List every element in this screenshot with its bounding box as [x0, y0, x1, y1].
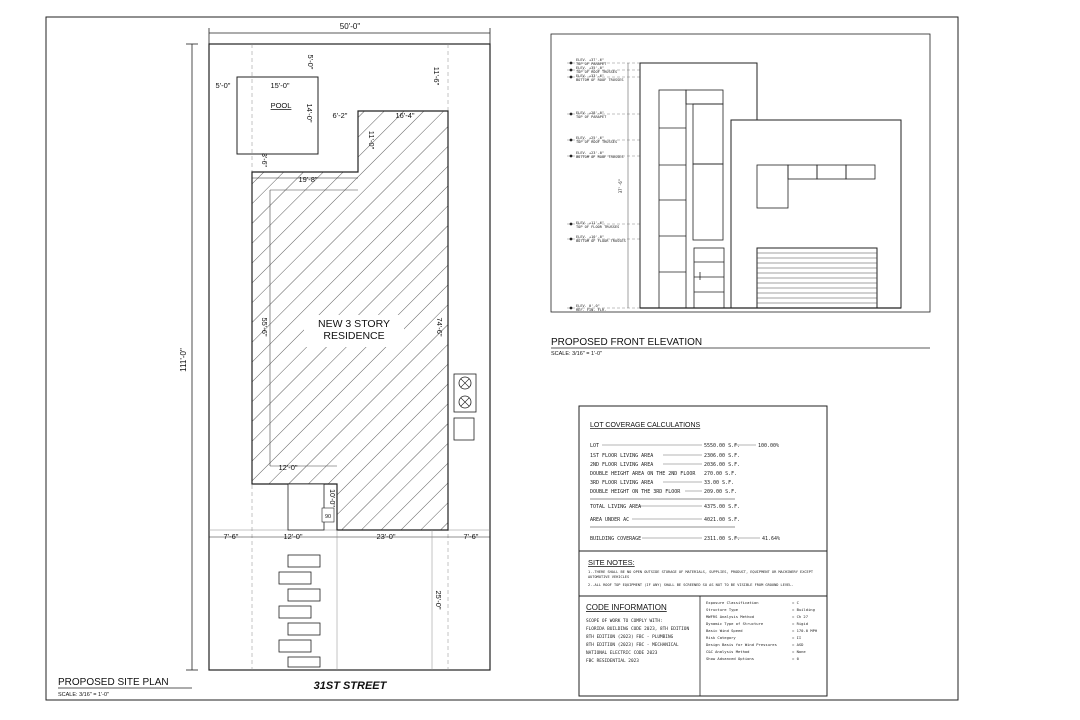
- lc-value: 209.00 S.F.: [704, 489, 738, 495]
- lc-value: 4021.00 S.F.: [704, 517, 741, 523]
- site-note-1b: AUTOMOTIVE VEHICLES: [588, 575, 630, 579]
- lc-label: DOUBLE HEIGHT AREA ON THE 2ND FLOOR: [590, 471, 696, 477]
- front-elevation: [551, 34, 930, 357]
- code-line: SCOPE OF WORK TO COMPLY WITH:: [586, 619, 663, 624]
- level-elev: ELEV. +25'-6": [576, 136, 605, 140]
- code-info-title: CODE INFORMATION: [586, 603, 667, 612]
- dim-bldg-depth-left: 55'-6": [260, 317, 269, 337]
- dim-notch-width: 6'-2": [332, 111, 348, 120]
- param-key: Risk Category: [706, 635, 736, 640]
- lc-value: 2306.00 S.F.: [704, 453, 741, 459]
- param-value: = 0: [792, 656, 799, 661]
- level-note: BOTTOM OF ROOF TRUSSES: [576, 155, 624, 159]
- param-key: C&C Analysis Method: [706, 649, 750, 654]
- lc-label: AREA UNDER AC: [590, 517, 630, 523]
- dim-side-left: 7'-6": [223, 532, 239, 541]
- level-note: TOP OF ROOF TRUSSES: [576, 140, 618, 144]
- level-note: TOP OF PARAPET: [576, 62, 607, 66]
- level-note: TOP OF PARAPET: [576, 115, 607, 119]
- param-value: = Rigid: [792, 621, 809, 626]
- pool-label: POOL: [270, 101, 292, 110]
- param-value: = Building: [792, 607, 815, 612]
- param-value: = II: [792, 635, 802, 640]
- lc-label: BUILDING COVERAGE: [590, 536, 642, 542]
- lc-pct: 100.00%: [758, 443, 780, 449]
- lot-coverage-box: [579, 406, 827, 551]
- lc-pct: 41.64%: [762, 536, 781, 542]
- code-line: FBC RESIDENTIAL 2023: [586, 659, 639, 664]
- dim-pool-depth: 14'-0": [305, 103, 314, 123]
- lc-value: 2036.00 S.F.: [704, 462, 741, 468]
- param-key: Show Advanced Options: [706, 656, 755, 661]
- building-label-line1: NEW 3 STORY: [318, 318, 390, 330]
- param-value: = 170.0 MPH: [792, 628, 818, 633]
- elevation-scale: SCALE: 3/16" = 1'-0": [551, 351, 602, 357]
- building-label-line2: RESIDENCE: [323, 330, 385, 342]
- dim-front-setback: 25'-0": [434, 590, 443, 610]
- door-tag: 90: [324, 514, 332, 520]
- lc-label: LOT: [590, 443, 600, 449]
- dim-front-notch-depth: 10'-0": [328, 489, 335, 507]
- lc-label: 2ND FLOOR LIVING AREA: [590, 462, 654, 468]
- level-note: TOP OF FLOOR TRUSSES: [576, 225, 620, 229]
- lc-label: 1ST FLOOR LIVING AREA: [590, 453, 654, 459]
- dim-bldg-depth-right: 74'-6": [435, 317, 444, 337]
- walkway-pavers: [279, 555, 320, 667]
- dim-front-notch-width: 12'-0": [278, 463, 298, 472]
- code-info-box: [579, 596, 827, 696]
- ac-units: [454, 374, 476, 412]
- param-key: Structure Type: [706, 607, 739, 612]
- site-plan: [58, 22, 490, 698]
- elevation-garage-door: [757, 248, 877, 308]
- code-line: FLORIDA BUILDING CODE 2023, 8TH EDITION: [586, 627, 690, 632]
- param-key: Dynamic Type of Structure: [706, 621, 764, 626]
- param-key: Design Basis for Wind Pressures: [706, 642, 777, 647]
- dim-mid-width: 19'-8": [298, 175, 318, 184]
- site-notes-box: [579, 551, 827, 596]
- lot-coverage-title: LOT COVERAGE CALCULATIONS: [590, 422, 701, 429]
- param-key: Exposure Classification: [706, 600, 759, 605]
- site-note-2: 2.-ALL ROOF TOP EQUIPMENT (IF ANY) SHALL BE SCREENED SO AS NOT TO BE VISIBLE FROM GROUND LEVEL.: [588, 583, 794, 587]
- level-elev: ELEV. +11'-6": [576, 221, 605, 225]
- street-name: 31ST STREET: [313, 680, 387, 692]
- dim-rear-setback: 11'-6": [432, 66, 441, 86]
- level-elev: ELEV. 0'-0": [576, 304, 600, 308]
- level-elev: ELEV. +37'-6": [576, 58, 605, 62]
- level-elev: ELEV. +33'-6": [576, 74, 605, 78]
- elevation-height-dim: 37'-6": [618, 178, 623, 194]
- site-note-1: 1.-THERE SHALL BE NO OPEN OUTSIDE STORAGE OF MATERIALS, SUPPLIES, PRODUCT, EQUIPMENT OR MACHINERY EXCEPT: [588, 570, 814, 574]
- dim-pool-side: 5'-0": [215, 81, 231, 90]
- dim-mid-offset: 3'-6": [260, 153, 267, 167]
- site-plan-title: PROPOSED SITE PLAN: [58, 677, 169, 688]
- site-plan-scale: SCALE: 3/16" = 1'-0": [58, 692, 109, 698]
- dim-front-right: 23'-0": [376, 532, 396, 541]
- level-note: TOP OF ROOF TRUSSES: [576, 70, 618, 74]
- level-elev: ELEV. +35'-0": [576, 66, 605, 70]
- dim-lot-depth: 111'-0": [179, 348, 188, 372]
- lc-label: 3RD FLOOR LIVING AREA: [590, 480, 654, 486]
- lc-value: 5550.00 S.F.: [704, 443, 741, 449]
- lc-value: 33.00 S.F.: [704, 480, 735, 486]
- elevation-title: PROPOSED FRONT ELEVATION: [551, 337, 703, 348]
- dim-rear-width: 16'-4": [395, 111, 415, 120]
- site-notes-title: SITE NOTES:: [588, 558, 635, 567]
- code-line: NATIONAL ELECTRIC CODE 2023: [586, 651, 658, 656]
- level-elev: ELEV. +10'-0": [576, 235, 605, 239]
- level-note: BOTTOM OF ROOF TRUSSES: [576, 78, 624, 82]
- level-elev: ELEV. +28'-0": [576, 111, 605, 115]
- lc-value: 270.00 S.F.: [704, 471, 738, 477]
- dim-lot-width: 50'-0": [339, 22, 361, 31]
- code-line: 8TH EDITION (2023) FBC - MECHANICAL: [586, 643, 679, 648]
- param-value: = None: [792, 649, 806, 654]
- lc-label: TOTAL LIVING AREA: [590, 504, 642, 510]
- dim-notch-depth: 11'-0": [367, 130, 376, 150]
- param-value: = Ch 27: [792, 614, 809, 619]
- level-note: BOTTOM OF FLOOR TRUSSES: [576, 239, 626, 243]
- param-value: = ASD: [792, 642, 804, 647]
- level-elev: ELEV. +23'-0": [576, 151, 605, 155]
- lc-label: DOUBLE HEIGHT ON THE 3RD FLOOR: [590, 489, 681, 495]
- dim-pool-width: 15'-0": [270, 81, 290, 90]
- param-key: MWFRS Analysis Method: [706, 614, 755, 619]
- level-note: REF. FIN. FLR.: [576, 308, 607, 312]
- param-key: Basic Wind Speed: [706, 628, 743, 633]
- dim-side-right: 7'-6": [463, 532, 479, 541]
- dim-pool-rear: 5'-0": [306, 54, 315, 70]
- lc-value: 2311.00 S.F.: [704, 536, 741, 542]
- dim-front-left: 12'-0": [283, 532, 303, 541]
- code-line: 8TH EDITION (2023) FBC - PLUMBING: [586, 635, 674, 640]
- lc-value: 4375.00 S.F.: [704, 504, 741, 510]
- param-value: = C: [792, 600, 799, 605]
